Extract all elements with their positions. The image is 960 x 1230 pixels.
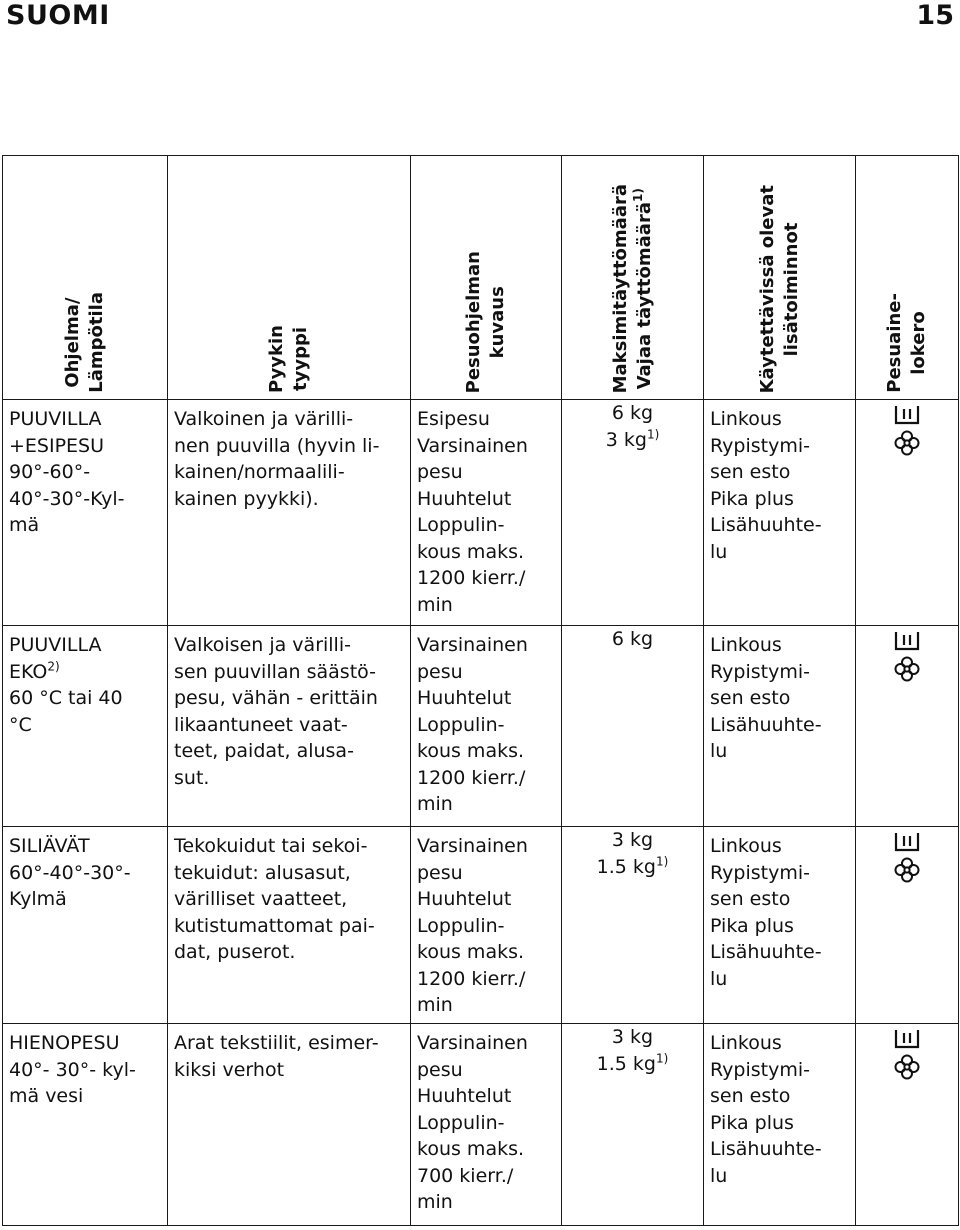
softener-flower-icon [894, 656, 920, 682]
program-temperature: 60 °C tai 40 °C [9, 687, 123, 736]
program-name: SILIÄVÄT 60°-40°-30°- Kylmä [9, 835, 131, 910]
softener-flower-icon [894, 430, 920, 456]
page-number: 15 [916, 0, 954, 31]
main-wash-drawer-icon [893, 1028, 921, 1050]
partial-load-footnote-mark: 1) [646, 427, 660, 442]
main-wash-drawer-icon [893, 831, 921, 853]
partial-load: 1.5 kg [596, 1052, 656, 1075]
program-name: PUUVILLA +ESIPESU 90°-60°- 40°-30°-Kyl- mä [9, 408, 125, 536]
options-cell: Linkous Rypistymi- sen esto Pika plus Lisähuuhte- lu [704, 400, 856, 626]
load-cell [562, 626, 704, 827]
detergent-drawer-cell [856, 626, 959, 827]
laundry-type-cell: Valkoinen ja värilli- nen puuvilla (hyvin li- kainen/normaalili- kainen pyykki). [168, 400, 411, 626]
softener-flower-icon [894, 1054, 920, 1080]
partial-load-footnote-mark: 1) [656, 1051, 669, 1066]
description-cell: Varsinainen pesu Huuhtelut Loppulin- kous maks. 1200 kierr./ min [411, 626, 562, 827]
program-name: HIENOPESU 40°- 30°- kyl- mä vesi [9, 1032, 136, 1107]
max-load: 3 kg [611, 1026, 654, 1048]
description-cell: Esipesu Varsinainen pesu Huuhtelut Loppulin- kous maks. 1200 kierr./ min [411, 400, 562, 626]
options-cell: Linkous Rypistymi- sen esto Lisähuuhte- lu [704, 626, 856, 827]
header-footnote-mark: 1) [630, 187, 645, 202]
max-load: 6 kg [611, 402, 654, 424]
language-heading: SUOMI [6, 0, 110, 31]
partial-load: 1.5 kg [596, 855, 656, 878]
softener-flower-icon [894, 857, 920, 883]
detergent-drawer-cell [856, 827, 959, 1024]
program-footnote-mark: 2) [47, 659, 60, 674]
load-cell [562, 1024, 704, 1226]
header-detergent-drawer: Pesuaine- lokero [856, 156, 959, 400]
header-laundry-type: Pyykin tyyppi [168, 156, 411, 400]
load-cell [562, 400, 704, 626]
table-row [3, 1024, 959, 1226]
program-cell [3, 827, 168, 1024]
header-program-temperature: Ohjelma/ Lämpötila [3, 156, 168, 400]
header-program-description: Pesuohjelman kuvaus [411, 156, 562, 400]
options-cell: Linkous Rypistymi- sen esto Pika plus Lisähuuhte- lu [704, 1024, 856, 1226]
detergent-drawer-cell [856, 400, 959, 626]
header-load: Maksimitäyttömäärä Vajaa täyttömäärä$^{1)}$ [562, 156, 704, 400]
load-cell [562, 827, 704, 1024]
table-row [3, 827, 959, 1024]
max-load: 6 kg [611, 628, 654, 650]
main-wash-drawer-icon [893, 630, 921, 652]
description-cell: Varsinainen pesu Huuhtelut Loppulin- kous maks. 700 kierr./ min [411, 1024, 562, 1226]
laundry-type-cell: Valkoisen ja värilli- sen puuvillan säästö- pesu, vähän - erittäin likaantuneet vaat- teet, paidat, alusa- sut. [168, 626, 411, 827]
partial-load: 3 kg [605, 428, 647, 451]
header-options: Käytettävissä olevat lisätoiminnot [704, 156, 856, 400]
program-name: PUUVILLA EKO [9, 634, 102, 683]
partial-load-footnote-mark: 1) [656, 854, 669, 869]
program-cell [3, 626, 168, 827]
program-cell [3, 1024, 168, 1226]
program-cell [3, 400, 168, 626]
main-wash-drawer-icon [893, 404, 921, 426]
max-load: 3 kg [611, 829, 654, 851]
laundry-type-cell: Arat tekstiilit, esimer- kiksi verhot [168, 1024, 411, 1226]
table-header-row [3, 156, 959, 400]
description-cell: Varsinainen pesu Huuhtelut Loppulin- kous maks. 1200 kierr./ min [411, 827, 562, 1024]
laundry-type-cell: Tekokuidut tai sekoi- tekuidut: alusasut, värilliset vaatteet, kutistumattomat pai- dat, puserot. [168, 827, 411, 1024]
options-cell: Linkous Rypistymi- sen esto Pika plus Lisähuuhte- lu [704, 827, 856, 1024]
detergent-drawer-cell [856, 1024, 959, 1226]
washing-programme-table [2, 155, 959, 1226]
table-row [3, 400, 959, 626]
table-row [3, 626, 959, 827]
